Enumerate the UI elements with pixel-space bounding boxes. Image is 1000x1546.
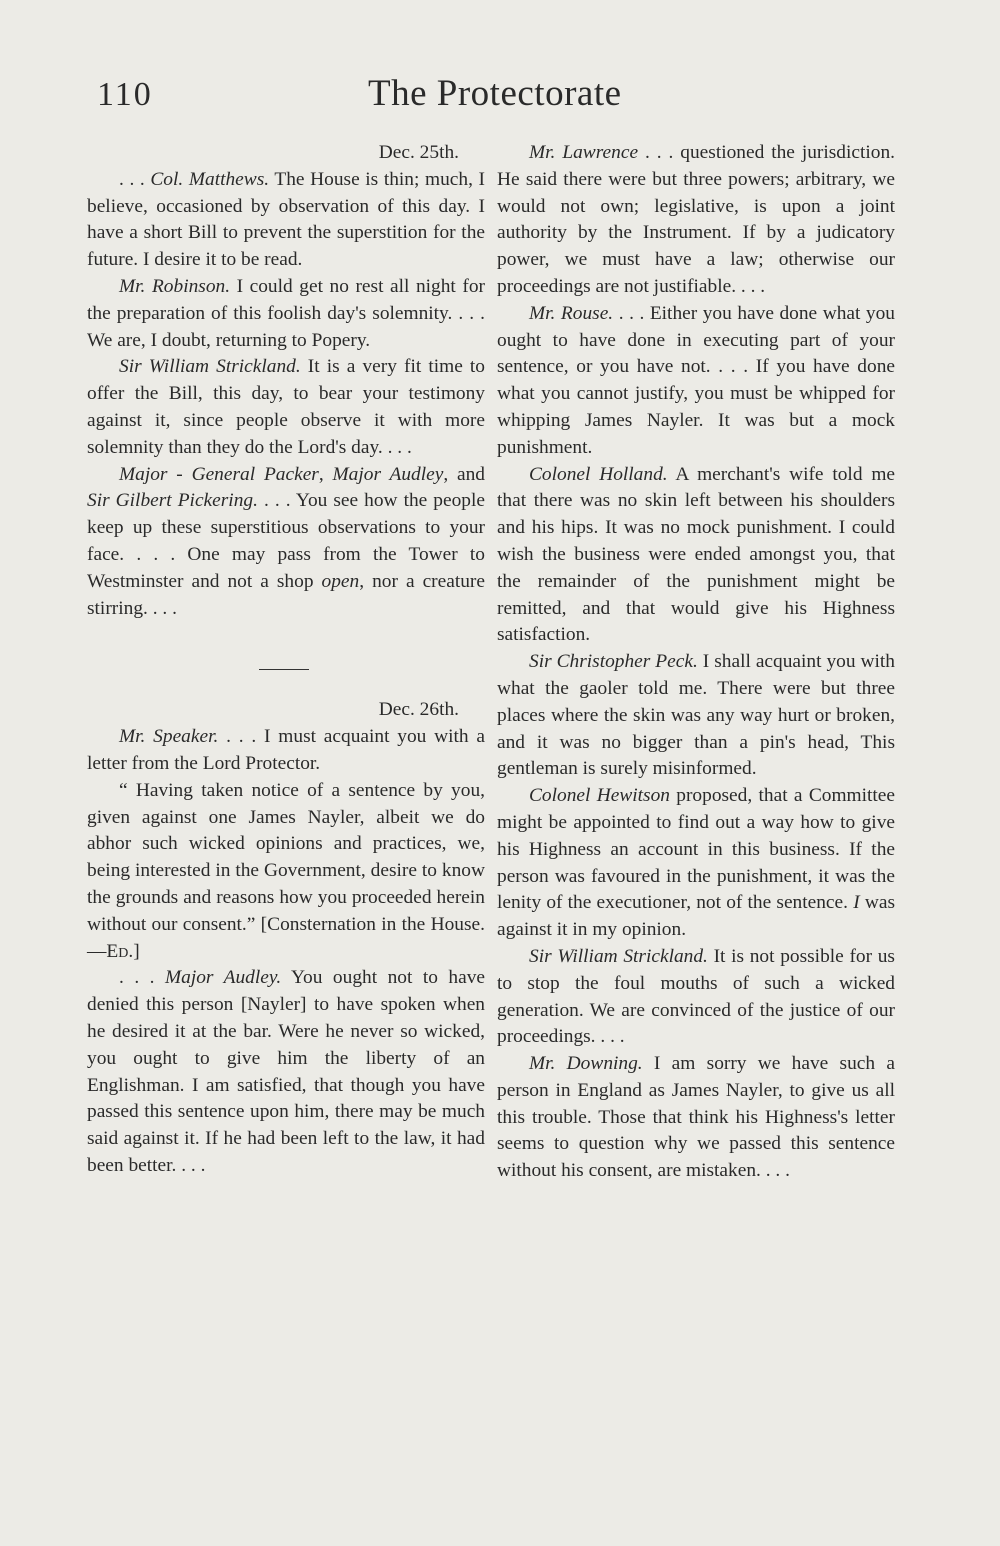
paragraph: Mr. Robinson. I could get no rest all night for the preparation of this foolish day's solemnity. . . . We are, I doubt, returning to Popery.	[87, 275, 485, 351]
left-column	[87, 140, 485, 1180]
speaker-name: Major Audley	[332, 463, 444, 485]
speaker-name: Major Audley.	[165, 967, 282, 989]
paragraph: Mr. Lawrence . . . questioned the jurisdiction. He said there were but three powers; arbitrary, we would not own; legislative, is upon a joint authority by the Instrument. If by a judicatory power, we must have a law; otherwise our proceedings are not justifiable. . . .	[497, 142, 895, 297]
paragraph: Major - General Packer, Major Audley, and Sir Gilbert Pickering. . . . You see how the people keep up these superstitious observations to your face. . . . One may pass from the Tower to Westminster and not a shop open, nor a creature stirring. . . .	[87, 463, 485, 619]
emphasis: open	[321, 570, 360, 592]
emphasis: I	[853, 892, 860, 914]
speaker-name: Colonel Holland.	[529, 463, 668, 485]
speaker-name: Mr. Downing.	[529, 1053, 643, 1075]
paragraph: Colonel Hewitson proposed, that a Committee might be appointed to find out a way how to give his Highness an account in this business. If the person was favoured in the punishment, it was the lenity of the executioner, not of the sentence. I was against it in my opinion.	[497, 785, 895, 941]
paragraph: Mr. Downing. I am sorry we have such a person in England as James Nayler, to give us all this trouble. Those that think his Highness's letter seems to question why we passed this sentence without his consent, are mistaken. . . .	[497, 1053, 895, 1182]
paragraph: Sir William Strickland. It is not possible for us to stop the foul mouths of such a wicked generation. We are convinced of the justice of our proceedings. . . .	[497, 945, 895, 1048]
speaker-name: Mr. Speaker.	[119, 726, 219, 748]
paragraph: Mr. Speaker. . . . I must acquaint you with a letter from the Lord Protector.	[87, 726, 485, 774]
running-title: The Protectorate	[368, 73, 622, 114]
entry-date: Dec. 26th.	[378, 699, 459, 721]
speaker-name: Sir William Strickland.	[119, 356, 301, 378]
quoted-letter: “ Having taken notice of a sentence by you, given against one James Nayler, albeit we do abhor such wicked opinions and practices, we, being interested in the Government, desire to know the grounds and reasons how you proceeded herein without our consent.” [Consternation in the House.—Ed.]	[87, 779, 485, 962]
paragraph: . . . Major Audley. You ought not to have denied this person [Nayler] to have spoken when he desired it at the bar. Were he never so wicked, you ought to give him the liberty of an Englishman. I am satisfied, that though you have passed this sentence upon him, there may be much said against it. If he had been left to the law, it had been better. . . .	[87, 967, 486, 1176]
speaker-name: Mr. Rouse.	[529, 302, 614, 324]
speaker-name: Major - General Packer	[119, 463, 319, 485]
speaker-name: Sir William Strickland.	[529, 945, 708, 967]
right-column	[497, 140, 895, 1185]
speaker-name: Sir Christopher Peck.	[529, 651, 698, 673]
section-divider	[259, 669, 309, 670]
page-header	[0, 72, 1000, 122]
speaker-name: Colonel Hewitson	[529, 785, 670, 807]
paragraph: Sir William Strickland. It is a very fit time to offer the Bill, this day, to bear your testimony against it, since people observe it with more solemnity than they do the Lord's day. . . .	[87, 356, 485, 458]
entry-date: Dec. 25th.	[378, 142, 459, 163]
paragraph: . . . Col. Matthews. The House is thin; much, I believe, occasioned by observation of this day. I have a short Bill to prevent the superstition for the future. I desire it to be read.	[87, 168, 485, 271]
speaker-name: Mr. Robinson.	[119, 275, 231, 297]
paragraph: Colonel Holland. A merchant's wife told me that there was no skin left between his shoulders and his hips. It was no mock punishment. I could wish the business were ended amongst you, that the remainder of the punishment might be remitted, and that would give his Highness satisfaction.	[497, 463, 896, 646]
paragraph: Sir Christopher Peck. I shall acquaint you with what the gaoler told me. There were but three places where the skin was any way hurt or broken, and it was no bigger than a pin's head, This gentleman is surely misinformed.	[497, 651, 895, 780]
page-number: 110	[97, 76, 153, 113]
speaker-name: Mr. Lawrence	[529, 142, 639, 163]
speaker-name: Col. Matthews.	[150, 168, 270, 190]
editor-note: Ed.	[106, 940, 134, 962]
paragraph: Mr. Rouse. . . . Either you have done what you ought to have done in executing part of your sentence, or you have not. . . . If you have done what you cannot justify, you must be whipped for whipping James Nayler. It was but a mock punishment.	[497, 302, 895, 458]
speaker-name: Sir Gilbert Pickering.	[87, 490, 258, 512]
